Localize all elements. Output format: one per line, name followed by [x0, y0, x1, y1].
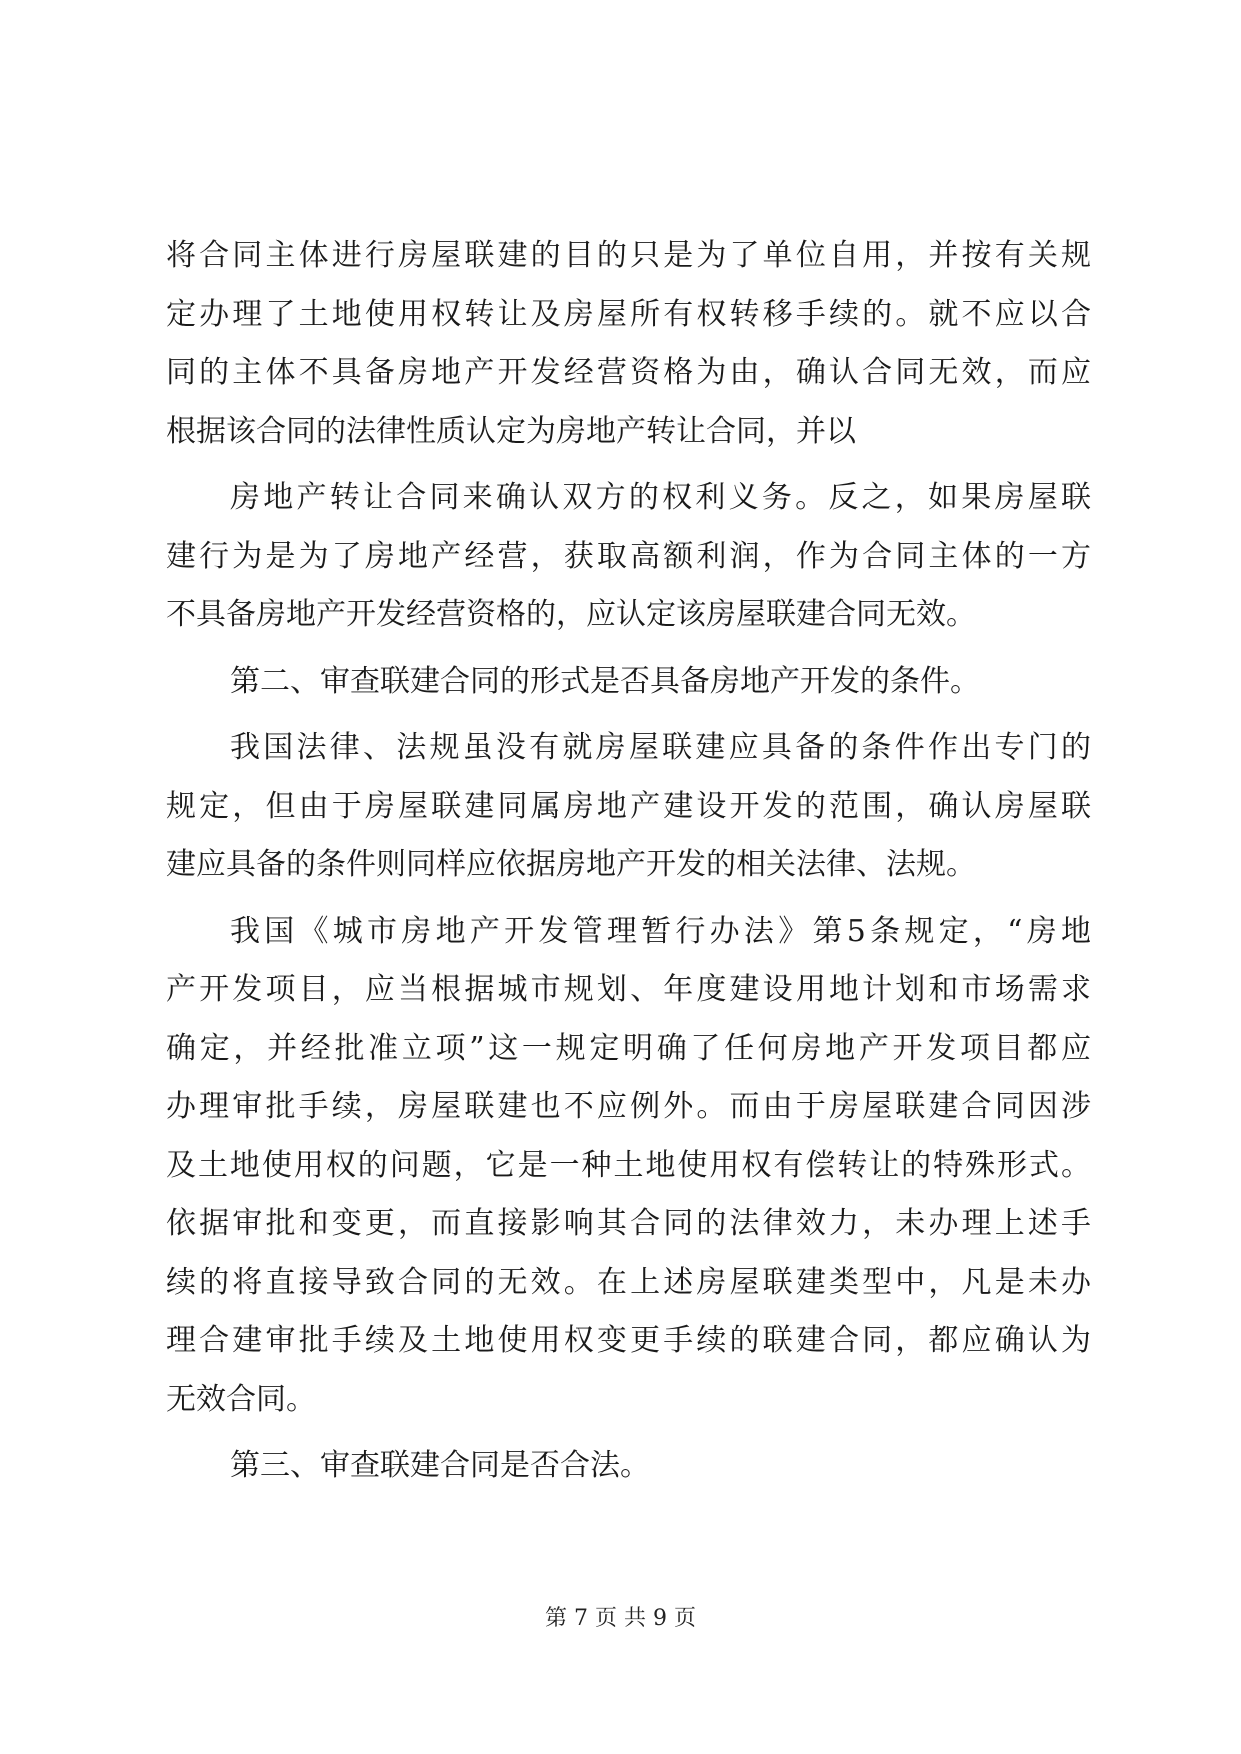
text-line: 无效合同。	[166, 1381, 316, 1417]
text-line: 及土地使用权的问题，它是一种土地使用权有偿转让的特殊形式。	[166, 1147, 1091, 1183]
paragraph-gap	[166, 1429, 1091, 1437]
paragraph-gap	[166, 645, 1091, 653]
text-line: 续的将直接导致合同的无效。在上述房屋联建类型中，凡是未办	[166, 1264, 1091, 1300]
document-body	[166, 227, 1091, 1496]
section-heading: 第三、审查联建合同是否合法。	[230, 1448, 650, 1483]
paragraph-gap	[166, 461, 1091, 469]
text-line: 我国法律、法规虽没有就房屋联建应具备的条件作出专门的	[230, 730, 1091, 765]
text-line: 办理审批手续，房屋联建也不应例外。而由于房屋联建合同因涉	[166, 1089, 1091, 1124]
text-line: 同的主体不具备房地产开发经营资格为由，确认合同无效，而应	[166, 355, 1091, 390]
text-line: 建行为是为了房地产经营，获取高额利润，作为合同主体的一方	[166, 538, 1091, 574]
text-line: 不具备房地产开发经营资格的，应认定该房屋联建合同无效。	[166, 597, 976, 632]
text-line: 建应具备的条件则同样应依据房地产开发的相关法律、法规。	[166, 847, 976, 882]
text-line: 理合建审批手续及土地使用权变更手续的联建合同，都应确认为	[166, 1323, 1091, 1358]
text-line: 房地产转让合同来确认双方的权利义务。反之，如果房屋联	[230, 480, 1091, 515]
paragraph-gap	[166, 711, 1091, 719]
text-line: 将合同主体进行房屋联建的目的只是为了单位自用，并按有关规	[166, 238, 1091, 273]
text-line: 依据审批和变更，而直接影响其合同的法律效力，未办理上述手	[166, 1206, 1091, 1241]
page-number-footer: 第 7 页 共 9 页	[545, 1606, 696, 1631]
paragraph-gap	[166, 895, 1091, 903]
text-line: 我国《城市房地产开发管理暂行办法》第5条规定，“房地	[230, 913, 1091, 949]
text-line: 产开发项目，应当根据城市规划、年度建设用地计划和市场需求	[166, 972, 1091, 1007]
text-line: 根据该合同的法律性质认定为房地产转让合同，并以	[166, 413, 856, 449]
text-line: 定办理了土地使用权转让及房屋所有权转移手续的。就不应以合	[166, 296, 1091, 332]
text-line: 确定，并经批准立项”这一规定明确了任何房地产开发项目都应	[166, 1030, 1091, 1066]
text-line: 规定，但由于房屋联建同属房地产建设开发的范围，确认房屋联	[166, 788, 1091, 824]
section-heading: 第二、审查联建合同的形式是否具备房地产开发的条件。	[230, 663, 980, 699]
